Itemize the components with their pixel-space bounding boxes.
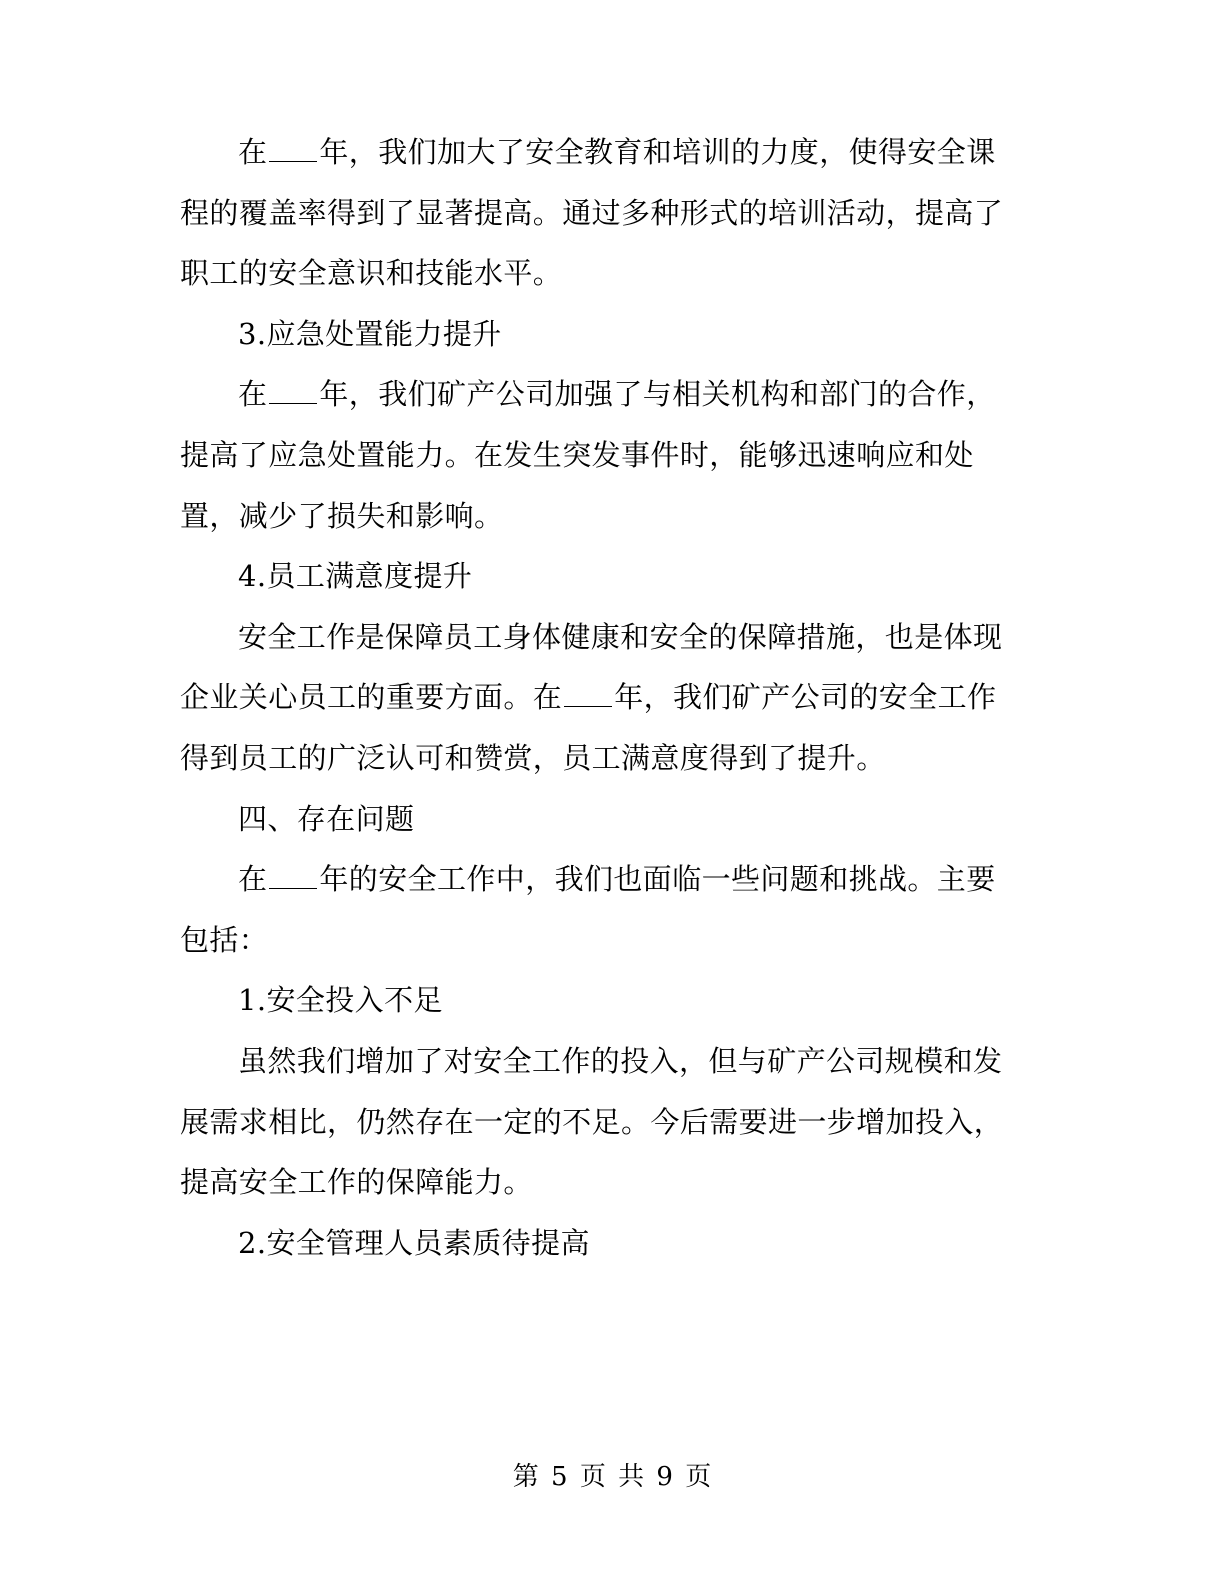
page-footer: 第 5 页 共 9 页 xyxy=(512,1462,712,1492)
paragraph-training xyxy=(180,122,1016,304)
paragraph-text: 年，我们矿产公司加强了与相关机构和部门的合作，提高了应急处置能力。在发生突发事件时，能够迅速响应和处置，减少了损失和影响。 xyxy=(180,377,996,533)
blank-underline xyxy=(564,702,612,707)
paragraph-text: 在 xyxy=(238,377,268,412)
paragraph-emergency xyxy=(180,364,1016,546)
paragraph-text: 在 xyxy=(238,862,268,897)
paragraph-problems-intro xyxy=(180,849,1016,970)
heading-staff-quality: 2.安全管理人员素质待提高 xyxy=(238,1225,590,1260)
heading-insufficient-investment: 1.安全投入不足 xyxy=(238,983,443,1018)
paragraph-investment: 虽然我们增加了对安全工作的投入，但与矿产公司规模和发展需求相比，仍然存在一定的不足。今后需要进一步增加投入，提高安全工作的保障能力。 xyxy=(180,1043,1004,1200)
heading-emergency-response: 3.应急处置能力提升 xyxy=(238,316,502,351)
heading-existing-problems: 四、存在问题 xyxy=(238,801,415,836)
blank-underline xyxy=(269,884,317,889)
blank-underline xyxy=(269,157,317,162)
document-body xyxy=(180,122,1016,1273)
paragraph-text: 在 xyxy=(238,135,268,169)
paragraph-satisfaction xyxy=(180,607,1016,789)
blank-underline xyxy=(269,399,317,404)
paragraph-text: 安全工作是保障员工身体健康和安全的保障措施，也是体现企业关心员工的重要方面。在 xyxy=(180,619,1003,715)
heading-employee-satisfaction: 4.员工满意度提升 xyxy=(238,559,473,594)
paragraph-text: 年的安全工作中，我们也面临一些问题和挑战。主要包括： xyxy=(180,862,996,957)
paragraph-text: 年，我们矿产公司的安全工作得到员工的广泛认可和赞赏，员工满意度得到了提升。 xyxy=(180,680,997,775)
paragraph-text: 年，我们加大了安全教育和培训的力度，使得安全课程的覆盖率得到了显著提高。通过多种形式的培训活动，提高了职工的安全意识和技能水平。 xyxy=(180,135,1004,291)
